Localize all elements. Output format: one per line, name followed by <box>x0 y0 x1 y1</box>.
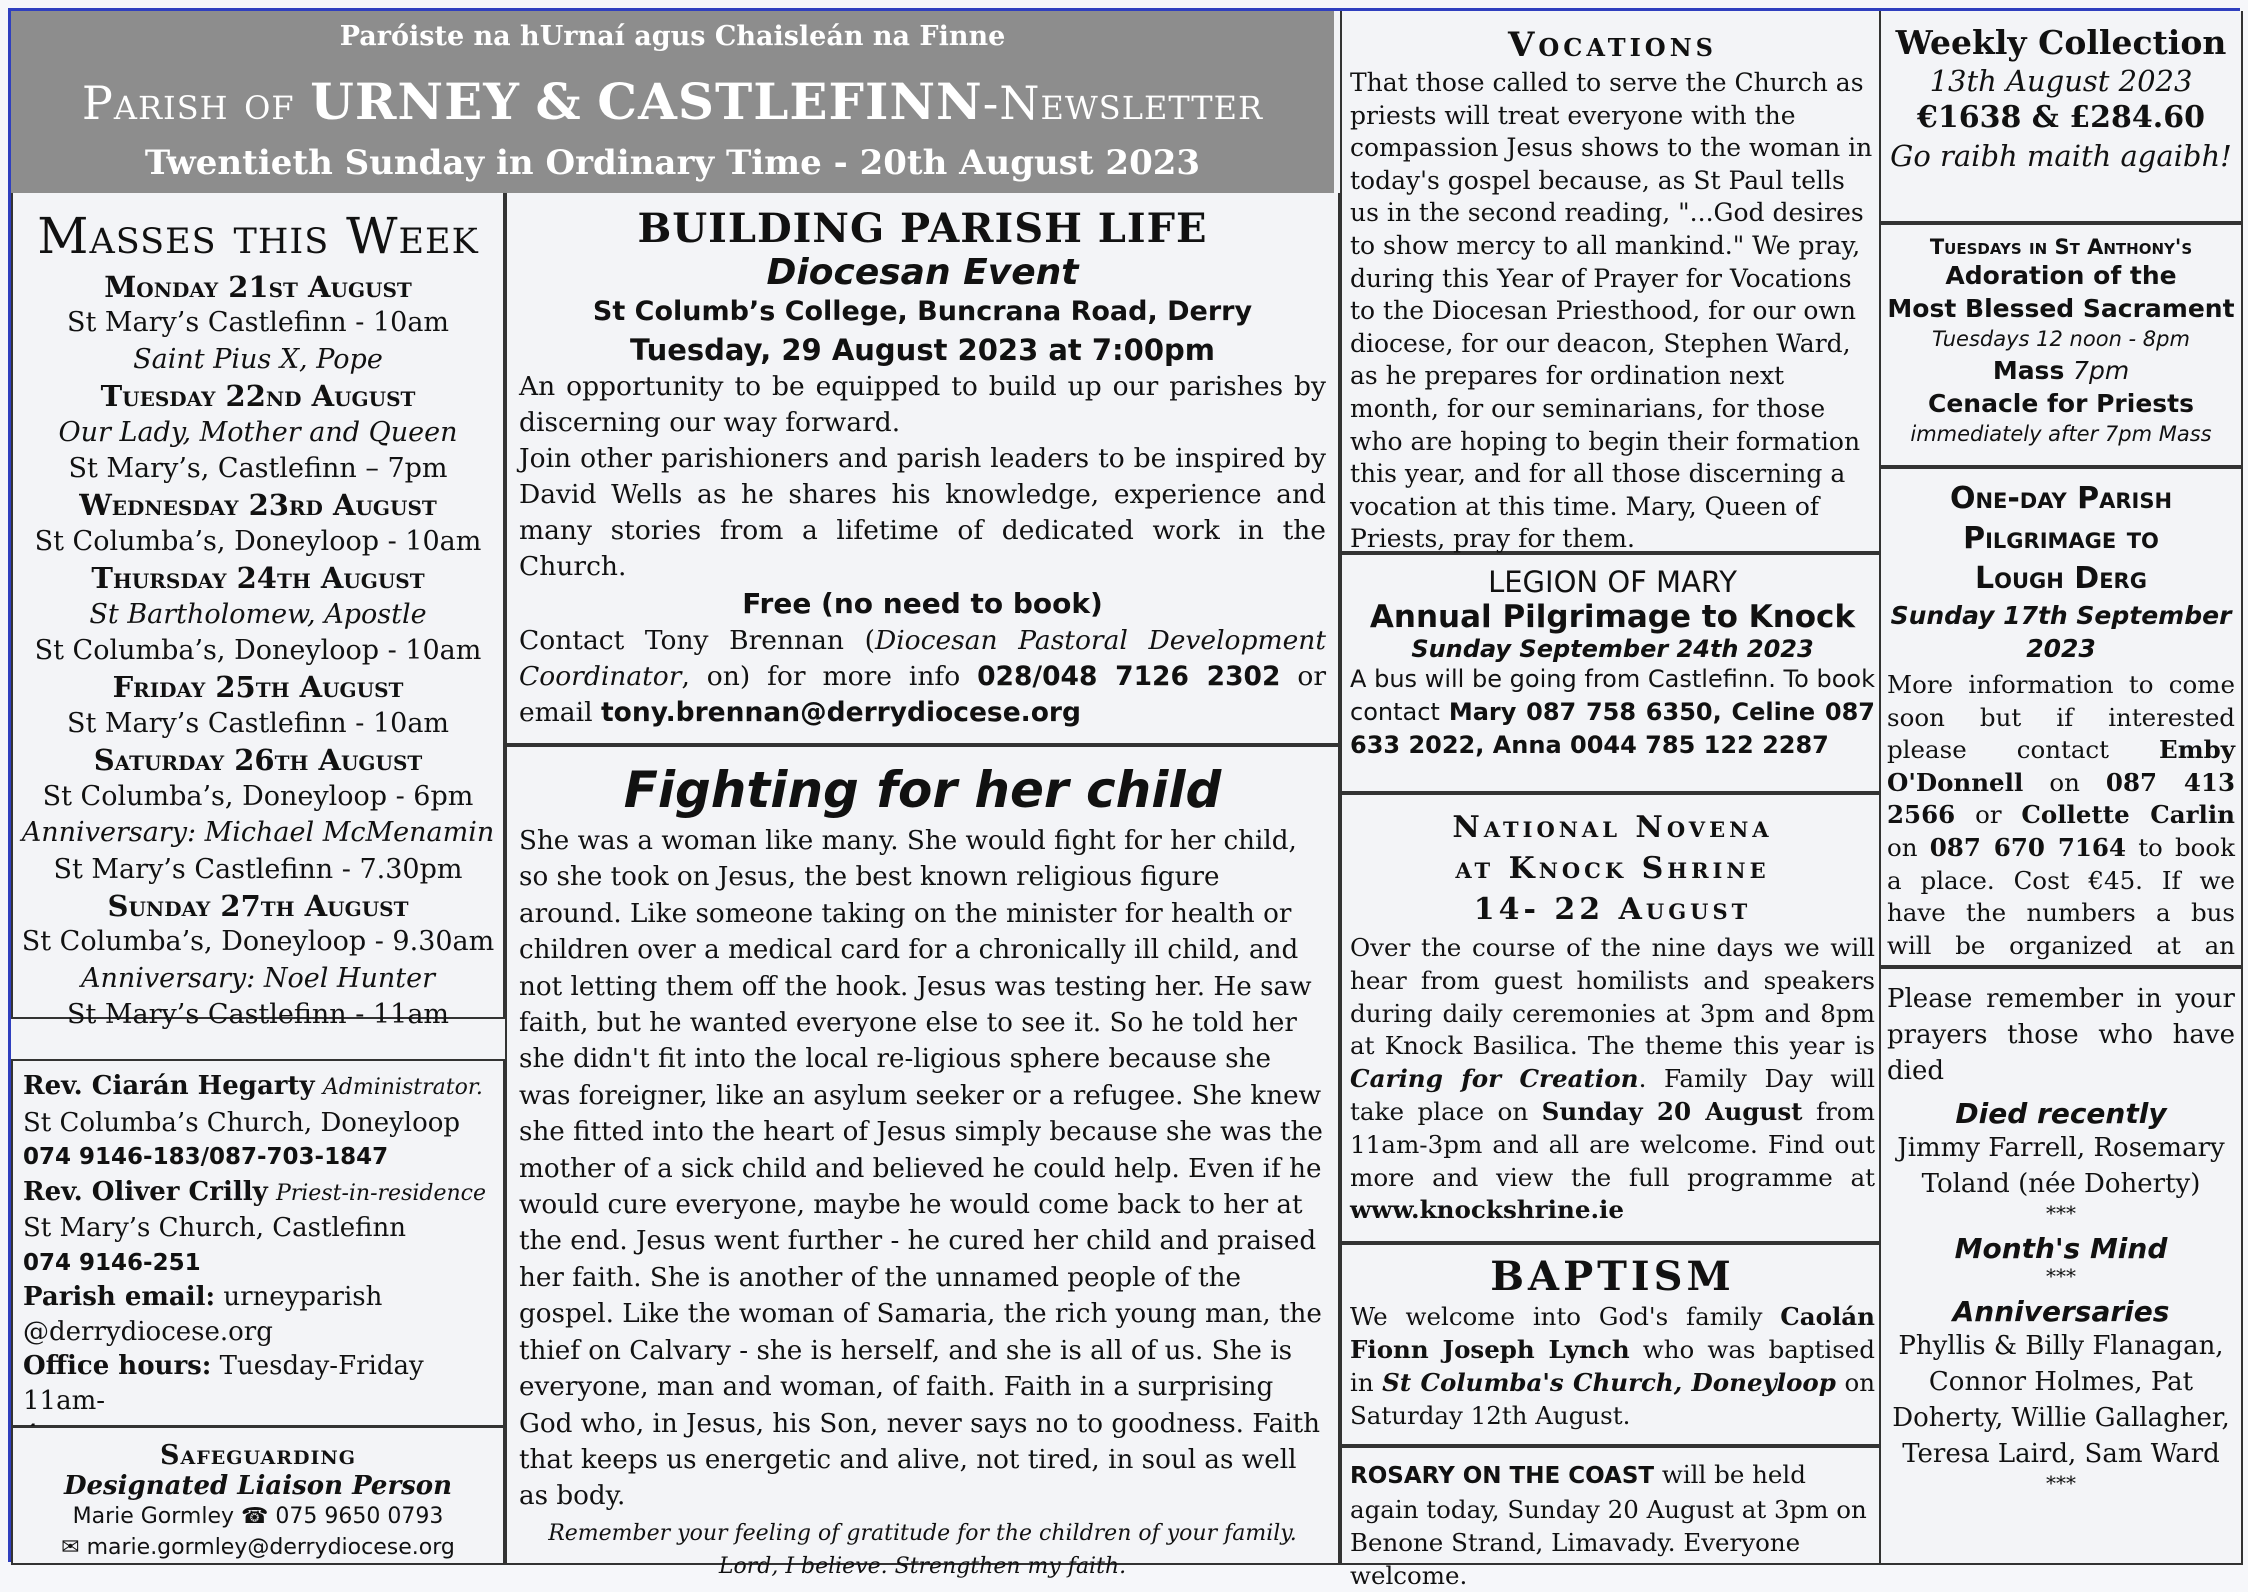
mass-day: Tuesday 22nd August <box>100 379 416 414</box>
novena-heading-1: National Novena <box>1452 810 1773 845</box>
cenacle-time: immediately after 7pm Mass <box>1910 422 2212 446</box>
priest-phone: 074 9146-251 <box>23 1249 201 1276</box>
mass-day: Saturday 26th August <box>93 743 423 778</box>
novena-text-3: from 11am-3pm and all are welcome. Find out more and view the full programme at <box>1350 1096 1875 1192</box>
safeguarding <box>11 1426 505 1565</box>
novena-text-2: . Family Day will take place on <box>1350 1064 1876 1126</box>
mass-time: 7pm <box>2073 356 2130 385</box>
mass-time: St Columba’s, Doneyloop - 10am <box>34 635 482 667</box>
contact-email: tony.brennan@derrydiocese.org <box>600 697 1081 728</box>
collection-date: 13th August 2023 <box>1929 64 2193 98</box>
mass-day: Friday 25th August <box>112 670 404 705</box>
office-hours-1: Tuesday-Friday 11am- <box>23 1351 424 1416</box>
novena-body <box>1350 932 1875 1227</box>
novena-family-day: Sunday 20 August <box>1541 1096 1803 1126</box>
contact-text-1: Contact Tony Brennan ( <box>519 625 875 656</box>
safeguarding-email: ✉ marie.gormley@derrydiocese.org <box>61 1535 455 1560</box>
office-line <box>23 1349 493 1418</box>
mass-time: St Mary’s, Castlefinn – 7pm <box>68 453 448 485</box>
pilgrimage-contact-1: Emby O'Donnell <box>1887 735 2235 797</box>
legion-body <box>1350 663 1875 762</box>
baptism-body <box>1350 1300 1875 1432</box>
fighting-quote-2: Lord, I believe. Strengthen my faith. <box>718 1553 1127 1579</box>
mass-day: Sunday 27th August <box>107 888 409 923</box>
mass-time: St Mary’s Castlefinn - 7.30pm <box>53 853 463 885</box>
priest-church: St Mary’s Church, Castlefinn <box>23 1213 407 1243</box>
safeguarding-contact: Marie Gormley ☎ 075 9650 0793 <box>72 1504 444 1529</box>
novena-text-1: Over the course of the nine days we will hear from guest homilists and speakers during daily ceremonies at 3pm and 8pm at Knock Basilica. The theme this year is <box>1350 933 1875 1061</box>
novena-heading-3: 14- 22 August <box>1473 892 1752 927</box>
masses-this-week <box>11 193 505 1031</box>
pilgrimage-heading-1: One-day Parish <box>1949 481 2173 516</box>
mass-time: St Mary’s Castlefinn - 11am <box>66 999 450 1031</box>
email-line <box>23 1280 493 1315</box>
building-paragraph-2: Join other parishioners and parish leaders to be inspired by David Wells as he shares his knowledge, experience and many stories from a lifetime of dedicated work in the Church. <box>519 443 1326 582</box>
months-mind-heading: Month's Mind <box>1954 1232 2168 1265</box>
masthead-subtitle: Paróiste na hUrnaí agus Chaisleán na Finne <box>339 21 1006 52</box>
admin-name: Rev. Ciarán Hegarty <box>23 1071 315 1101</box>
legion-title: Annual Pilgrimage to Knock <box>1369 599 1856 635</box>
contact-phone: 028/048 7126 2302 <box>977 661 1281 692</box>
anniversaries-names: Phyllis & Billy Flanagan, Connor Holmes, Pat Doherty, Willie Gallagher, Teresa Laird, Sam Ward <box>1892 1331 2230 1469</box>
collection-amount: €1638 & £284.60 <box>1916 100 2206 135</box>
baptism-heading: BAPTISM <box>1490 1253 1735 1300</box>
building-paragraph-1: An opportunity to be equipped to build up our parishes by discerning our way forward. <box>519 371 1326 438</box>
weekly-collection <box>1879 11 2243 223</box>
admin-role: Administrator. <box>322 1075 483 1100</box>
mass-note: Anniversary: Michael McMenamin <box>21 817 495 849</box>
baptism-text-3: on Saturday 12th August. <box>1350 1368 1875 1430</box>
adoration-heading-1: Adoration of the <box>1945 261 2177 290</box>
fighting-heading: Fighting for her child <box>623 761 1222 819</box>
died-recently-names: Jimmy Farrell, Rosemary Toland (née Doherty) <box>1897 1133 2225 1199</box>
building-free: Free (no need to book) <box>742 587 1103 620</box>
newsletter-page <box>8 8 2240 1590</box>
national-novena <box>1340 793 1885 1243</box>
mass-note: Our Lady, Mother and Queen <box>58 416 458 448</box>
baptism-name: Caolán Fionn Joseph Lynch <box>1350 1302 1875 1364</box>
fighting-for-her-child <box>505 745 1340 1579</box>
email-label: Parish email: <box>23 1282 216 1312</box>
admin-church: St Columba’s Church, Doneyloop <box>23 1107 461 1138</box>
pilgrimage-phone-1: 087 413 2566 <box>1887 767 2236 830</box>
anniversaries-heading: Anniversaries <box>1952 1295 2170 1328</box>
mass-time: St Mary’s Castlefinn - 10am <box>66 707 450 739</box>
novena-url: www.knockshrine.ie <box>1350 1195 1625 1225</box>
mass-note: St Bartholomew, Apostle <box>89 598 427 630</box>
mass-line <box>1881 354 2241 387</box>
adoration-heading-2: Most Blessed Sacrament <box>1887 294 2235 323</box>
building-contact <box>519 623 1326 731</box>
safeguarding-title: Safeguarding <box>160 1440 356 1471</box>
mass-time: St Mary’s Castlefinn - 10am <box>66 307 450 339</box>
legion-contacts: Mary 087 758 6350, Celine 087 633 2022, Anna 0044 785 122 2287 <box>1350 698 1875 759</box>
pilgrimage-text-3: or <box>1955 800 2022 830</box>
legion-date: Sunday September 24th 2023 <box>1411 635 1814 663</box>
mass-day: Thursday 24th August <box>91 561 425 596</box>
adoration <box>1879 223 2243 467</box>
pilgrimage-text-2: on <box>2023 767 2106 797</box>
title-part-3: CASTLEFINN <box>597 72 983 131</box>
mass-day: Monday 21st August <box>104 270 412 304</box>
priest-role: Priest-in-residence <box>275 1180 487 1206</box>
safeguarding-subtitle: Designated Liaison Person <box>63 1471 453 1501</box>
admin-line <box>23 1069 493 1106</box>
rosary-on-the-coast <box>1340 1446 1885 1590</box>
mass-day: Wednesday 23rd August <box>79 488 437 523</box>
admin-phone: 074 9146-183/087-703-1847 <box>23 1144 389 1170</box>
contact-text-3: or email <box>519 661 1326 728</box>
rosary-text: will be held again today, Sunday 20 August at 3pm on Benone Strand, Limavady. Everyone welcome. <box>1350 1460 1867 1590</box>
mass-time: St Columba’s, Doneyloop - 9.30am <box>21 926 495 958</box>
adoration-title: Tuesdays in St Anthony's <box>1929 235 2193 259</box>
contact-text-2: , on) for more info <box>681 661 978 692</box>
pilgrimage-body <box>1887 669 2235 995</box>
building-parish-life <box>505 193 1340 745</box>
collection-thanks: Go raibh maith agaibh! <box>1890 139 2232 173</box>
cenacle-heading: Cenacle for Priests <box>1928 389 2194 418</box>
baptism-church: St Columba's Church, Doneyloop <box>1382 1368 1836 1397</box>
rosary-title: ROSARY ON THE COAST <box>1350 1463 1655 1489</box>
title-part-4: -Newsletter <box>982 76 1264 130</box>
masthead-title <box>11 72 1334 131</box>
novena-theme: Caring for Creation <box>1350 1064 1639 1094</box>
pilgrimage-contact-2: Collette Carlin <box>2021 800 2235 830</box>
fighting-body: She was a woman like many. She would fight for her child, so she took on Jesus, the best known religious figure around. Like someone taking on the minister for health or children over a medical card for a chronically ill child, and not letting them off the hook. Jesus was testing her. He saw faith, but he wanted everyone else to see it. So he told her she didn't fit into the local re-ligious sphere because she was foreigner, like an asylum seeker or a refugee. She knew she fitted into the heart of Jesus simply because she was the mother of a sick child and believed he could help. Even if he would cure everyone, maybe he would come back to her at the end. Jesus went further - he cured her child and praised her faith. She is another of the unnamed people of the gospel. Like the woman of Samaria, the rich young man, the thief on Calvary - she is herself, and she is all of us. She is everyone, man and woman, of faith. Faith in a surprising God who, in Jesus, his Son, never says no to goodness. Faith that keeps us energetic and alive, not tired, in soul as well as body. <box>519 826 1323 1512</box>
building-venue: St Columb’s College, Buncrana Road, Derry <box>592 296 1253 327</box>
clergy-contacts <box>11 1059 505 1427</box>
masses-list <box>13 269 503 1034</box>
pilgrimage-heading-2: Pilgrimage to <box>1963 521 2159 556</box>
masthead <box>11 11 1334 193</box>
died-recently-heading: Died recently <box>1955 1097 2167 1130</box>
vocations <box>1340 11 1885 553</box>
baptism-text-1: We welcome into God's family <box>1350 1302 1781 1331</box>
legion-text: A bus will be going from Castlefinn. To book contact <box>1350 665 1875 726</box>
building-heading: BUILDING PARISH LIFE <box>637 205 1208 252</box>
novena-heading-2: at Knock Shrine <box>1455 851 1770 886</box>
mass-time: St Columba’s, Doneyloop - 6pm <box>42 780 474 812</box>
pilgrimage-phone-2: 087 670 7164 <box>1929 832 2127 862</box>
building-event: Diocesan Event <box>766 252 1079 293</box>
contact-role: Diocesan Pastoral Development Coordinator <box>519 625 1326 692</box>
masthead-date: Twentieth Sunday in Ordinary Time - 20th August 2023 <box>144 143 1201 183</box>
email-part-1: urneyparish <box>223 1282 383 1312</box>
separator: *** <box>2046 1201 2076 1225</box>
title-ampersand: & <box>535 72 582 131</box>
separator: *** <box>2046 1471 2076 1495</box>
lough-derg-pilgrimage <box>1879 467 2243 967</box>
office-label: Office hours: <box>23 1351 212 1381</box>
pilgrimage-heading-3: Lough Derg <box>1975 561 2147 596</box>
mass-label: Mass <box>1992 356 2065 385</box>
title-part-1: Parish of <box>81 76 295 130</box>
title-part-2: URNEY <box>310 72 520 131</box>
mass-time: St Columba’s, Doneyloop - 10am <box>34 525 482 557</box>
vocations-heading: Vocations <box>1508 25 1717 65</box>
pilgrimage-text-5: to book a place. Cost €45. If we have the numbers a bus will be organized at an <box>1887 832 2236 960</box>
pilgrimage-text-4: on <box>1887 832 1930 862</box>
separator: *** <box>2046 1264 2076 1288</box>
baptism-text-2: who was baptised in <box>1350 1335 1875 1397</box>
pilgrimage-text-1: More information to come soon but if interested please contact <box>1887 670 2235 765</box>
mass-note: Saint Pius X, Pope <box>133 343 383 375</box>
adoration-hours: Tuesdays 12 noon - 8pm <box>1932 327 2190 351</box>
baptism <box>1340 1243 1885 1446</box>
email-part-2: @derrydiocese.org <box>23 1316 273 1347</box>
legion-of-mary <box>1340 553 1885 793</box>
mass-note: Anniversary: Noel Hunter <box>81 962 435 994</box>
collection-title: Weekly Collection <box>1895 23 2227 62</box>
priest-name: Rev. Oliver Crilly <box>23 1176 268 1207</box>
masses-heading: Masses this Week <box>37 207 479 265</box>
legion-heading: LEGION OF MARY <box>1488 565 1737 599</box>
building-when: Tuesday, 29 August 2023 at 7:00pm <box>630 333 1215 367</box>
pilgrimage-date: Sunday 17th September 2023 <box>1890 601 2232 663</box>
fighting-quote-1: Remember your feeling of gratitude for the children of your family. <box>548 1520 1297 1546</box>
priest-line <box>23 1175 493 1212</box>
prayers-intro: Please remember in your prayers those who have died <box>1887 984 2235 1086</box>
vocations-body: That those called to serve the Church as priests will treat everyone with the compassion Jesus shows to the woman in today's gospel because, as St Paul tells us in the second reading, "...God desires to show mercy to all mankind." We pray, during this Year of Prayer for Vocations to the Diocesan Priesthood, for our own diocese, for our deacon, Stephen Ward, as he prepares for ordination next month, for our seminarians, for those who are hoping to begin their formation this year, and for all those discerning a vocation at this time. Mary, Queen of Priests, pray for them. <box>1350 68 1873 554</box>
prayers-for-the-dead <box>1879 967 2243 1565</box>
